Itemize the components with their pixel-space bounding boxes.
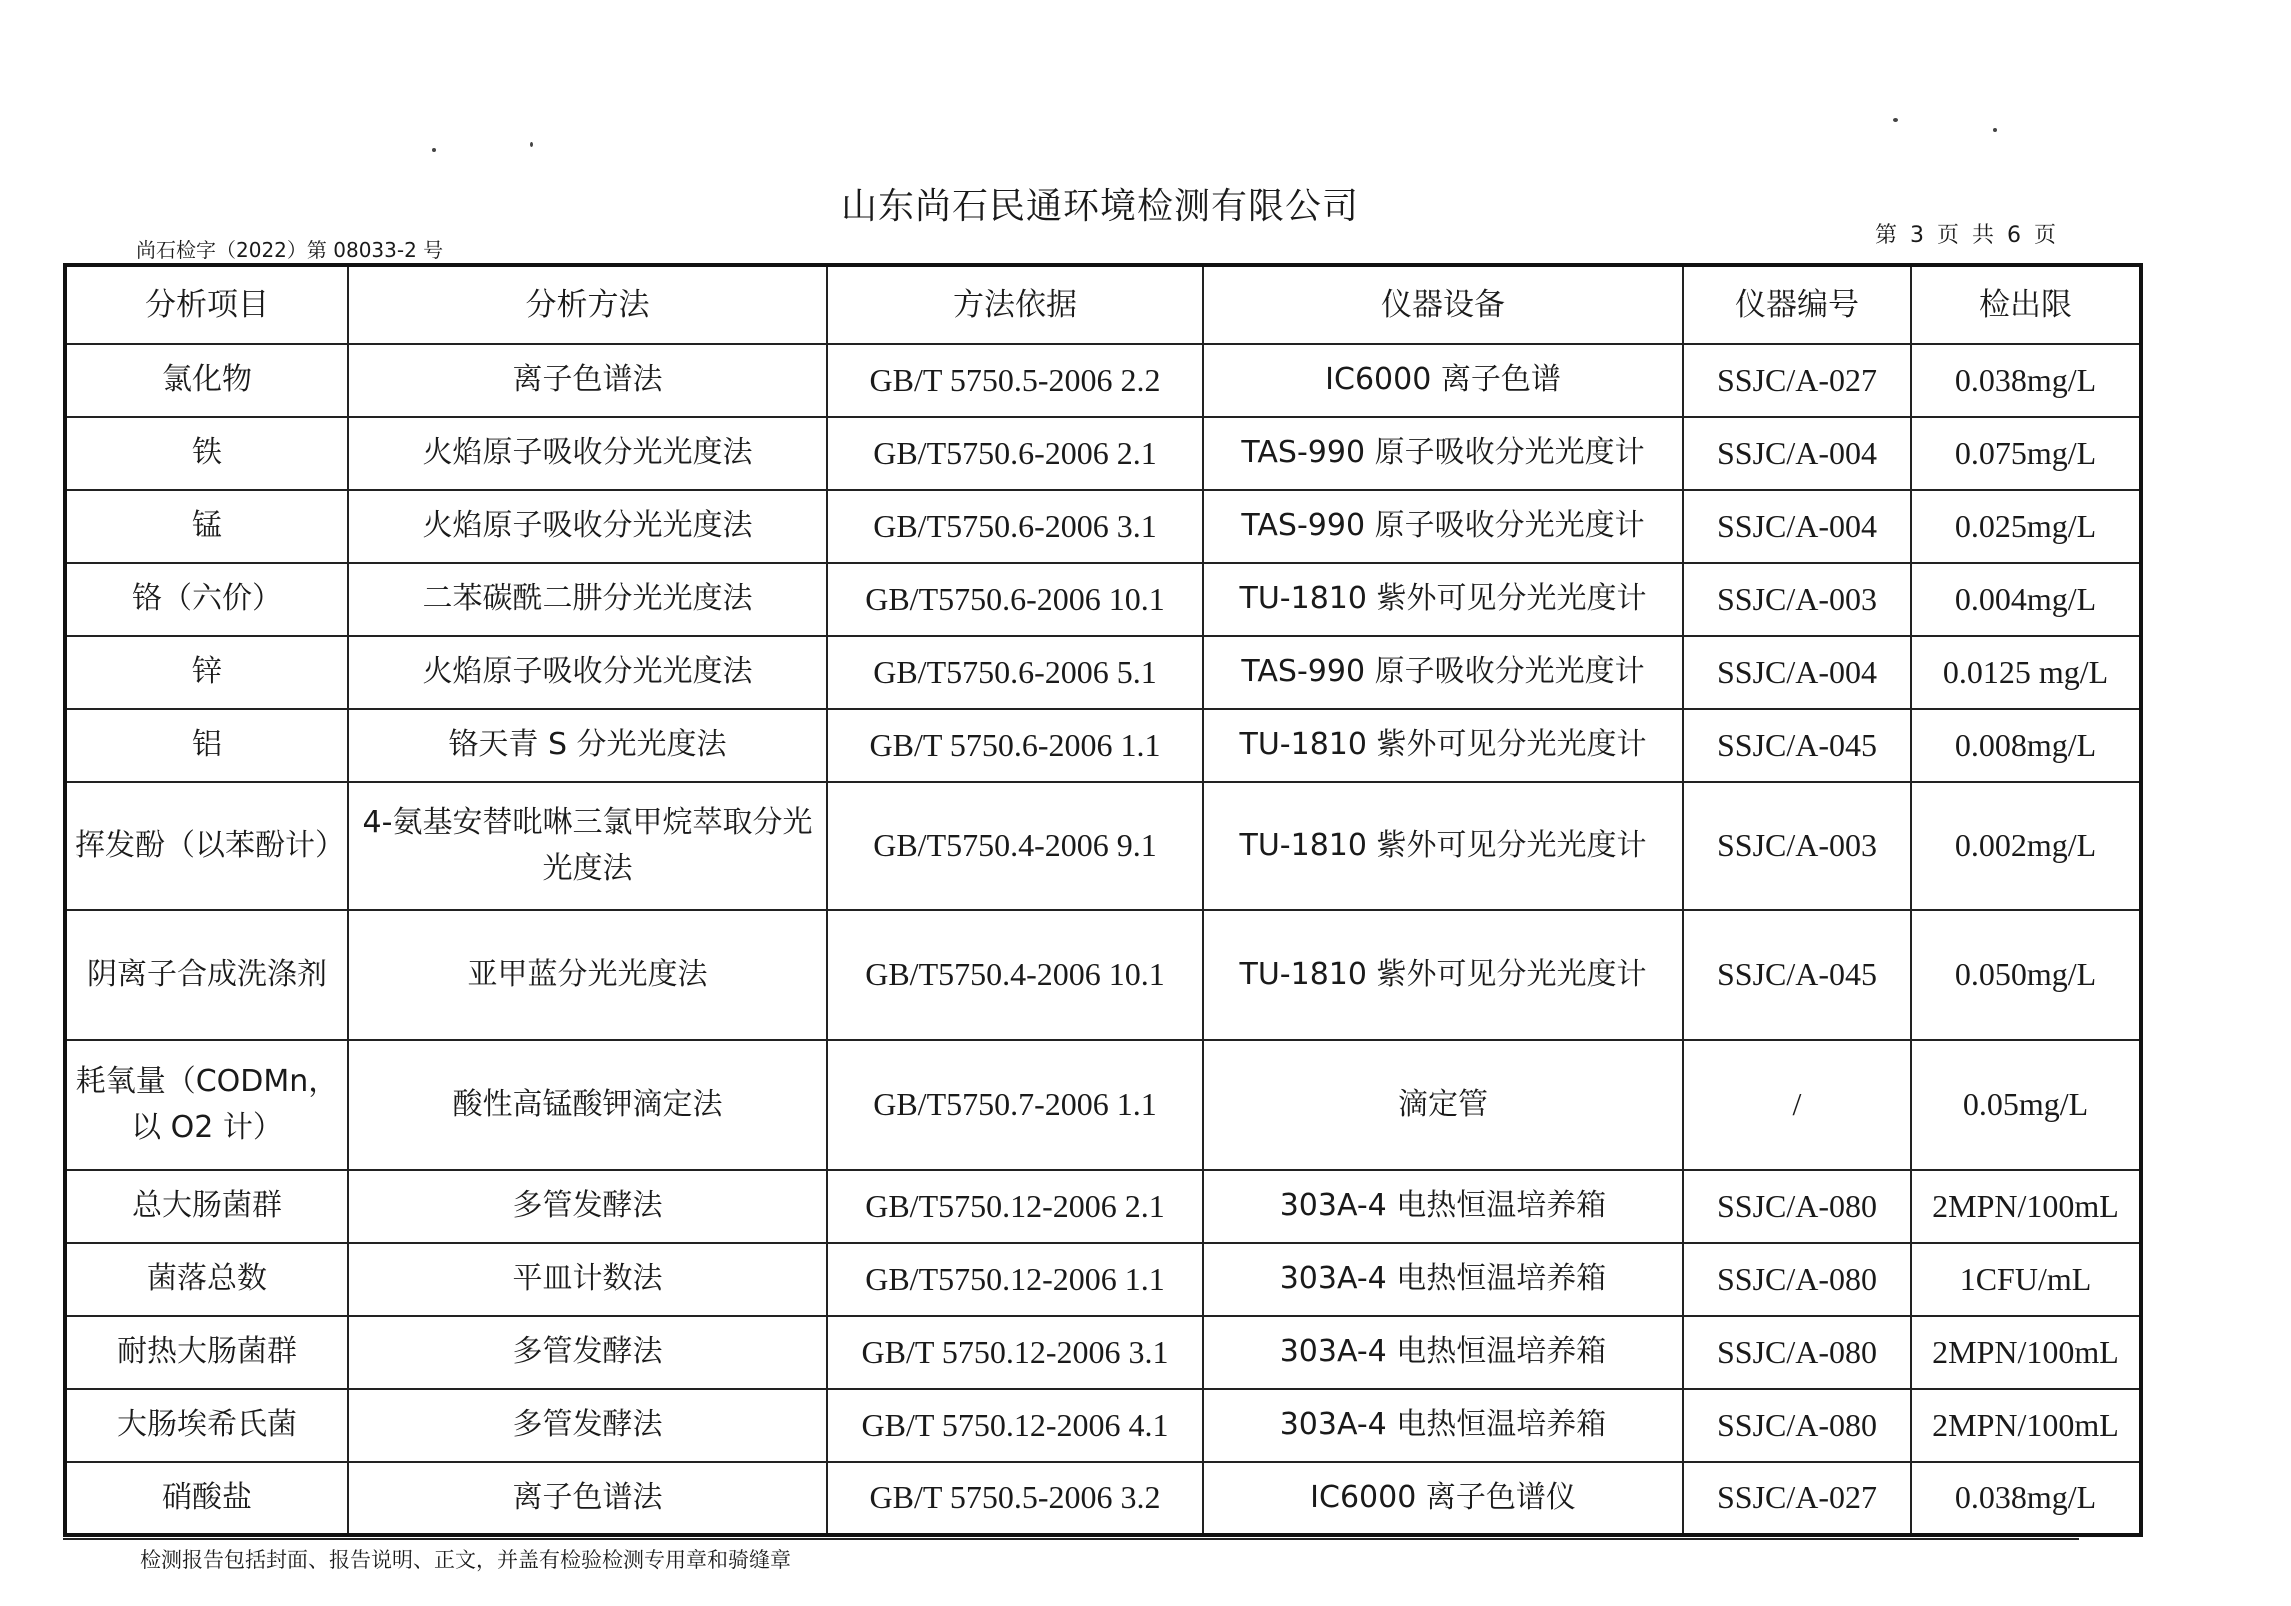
instrument-cell: 303A-4 电热恒温培养箱	[1203, 1243, 1683, 1316]
instrument-cell: IC6000 离子色谱仪	[1203, 1462, 1683, 1535]
table-row	[65, 910, 2141, 1040]
method-cell: 4-氨基安替吡啉三氯甲烷萃取分光光度法	[348, 782, 827, 910]
method-cell: 酸性高锰酸钾滴定法	[348, 1040, 827, 1170]
standard-cell: GB/T5750.6-2006 3.1	[827, 490, 1203, 563]
column-header: 分析方法	[348, 265, 827, 344]
table-row	[65, 344, 2141, 417]
instrument-code-cell: /	[1683, 1040, 1911, 1170]
method-cell: 平皿计数法	[348, 1243, 827, 1316]
instrument-code-cell: SSJC/A-004	[1683, 636, 1911, 709]
standard-cell: GB/T5750.12-2006 2.1	[827, 1170, 1203, 1243]
item-cell: 菌落总数	[65, 1243, 348, 1316]
instrument-cell: TU-1810 紫外可见分光光度计	[1203, 910, 1683, 1040]
column-header: 分析项目	[65, 265, 348, 344]
instrument-code-cell: SSJC/A-080	[1683, 1389, 1911, 1462]
column-header: 仪器设备	[1203, 265, 1683, 344]
item-cell: 氯化物	[65, 344, 348, 417]
instrument-code-cell: SSJC/A-003	[1683, 782, 1911, 910]
scan-speck	[1993, 128, 1997, 132]
bottom-rule	[63, 1538, 2079, 1540]
scan-speck	[432, 148, 436, 152]
method-cell: 离子色谱法	[348, 1462, 827, 1535]
table-row	[65, 1389, 2141, 1462]
detection-limit-cell: 0.004mg/L	[1911, 563, 2141, 636]
detection-limit-cell: 2MPN/100mL	[1911, 1389, 2141, 1462]
item-cell: 铬（六价）	[65, 563, 348, 636]
item-cell: 挥发酚（以苯酚计）	[65, 782, 348, 910]
instrument-code-cell: SSJC/A-045	[1683, 910, 1911, 1040]
method-cell: 亚甲蓝分光光度法	[348, 910, 827, 1040]
detection-limit-cell: 0.038mg/L	[1911, 1462, 2141, 1535]
item-cell: 总大肠菌群	[65, 1170, 348, 1243]
instrument-code-cell: SSJC/A-004	[1683, 490, 1911, 563]
detection-limit-cell: 1CFU/mL	[1911, 1243, 2141, 1316]
analysis-methods-table	[63, 263, 2143, 1537]
report-number: 尚石检字（2022）第 08033-2 号	[136, 238, 444, 262]
method-cell: 多管发酵法	[348, 1389, 827, 1462]
detection-limit-cell: 0.050mg/L	[1911, 910, 2141, 1040]
method-cell: 火焰原子吸收分光光度法	[348, 490, 827, 563]
instrument-code-cell: SSJC/A-080	[1683, 1316, 1911, 1389]
item-cell: 锌	[65, 636, 348, 709]
detection-limit-cell: 0.002mg/L	[1911, 782, 2141, 910]
instrument-cell: TU-1810 紫外可见分光光度计	[1203, 563, 1683, 636]
method-cell: 火焰原子吸收分光光度法	[348, 636, 827, 709]
column-header: 检出限	[1911, 265, 2141, 344]
standard-cell: GB/T 5750.12-2006 4.1	[827, 1389, 1203, 1462]
table-row	[65, 1462, 2141, 1535]
instrument-cell: 303A-4 电热恒温培养箱	[1203, 1316, 1683, 1389]
item-cell: 大肠埃希氏菌	[65, 1389, 348, 1462]
standard-cell: GB/T5750.6-2006 2.1	[827, 417, 1203, 490]
instrument-cell: 303A-4 电热恒温培养箱	[1203, 1389, 1683, 1462]
instrument-cell: 滴定管	[1203, 1040, 1683, 1170]
item-cell: 阴离子合成洗涤剂	[65, 910, 348, 1040]
table-row	[65, 1243, 2141, 1316]
instrument-cell: TU-1810 紫外可见分光光度计	[1203, 782, 1683, 910]
standard-cell: GB/T5750.6-2006 10.1	[827, 563, 1203, 636]
instrument-code-cell: SSJC/A-003	[1683, 563, 1911, 636]
standard-cell: GB/T5750.4-2006 9.1	[827, 782, 1203, 910]
item-cell: 锰	[65, 490, 348, 563]
method-cell: 多管发酵法	[348, 1170, 827, 1243]
item-cell: 耐热大肠菌群	[65, 1316, 348, 1389]
instrument-code-cell: SSJC/A-080	[1683, 1243, 1911, 1316]
table-row	[65, 563, 2141, 636]
instrument-cell: IC6000 离子色谱	[1203, 344, 1683, 417]
table-row	[65, 636, 2141, 709]
instrument-cell: TAS-990 原子吸收分光光度计	[1203, 636, 1683, 709]
standard-cell: GB/T5750.7-2006 1.1	[827, 1040, 1203, 1170]
detection-limit-cell: 0.025mg/L	[1911, 490, 2141, 563]
standard-cell: GB/T 5750.6-2006 1.1	[827, 709, 1203, 782]
table-row	[65, 1316, 2141, 1389]
table-row	[65, 709, 2141, 782]
scan-speck	[1893, 118, 1898, 122]
detection-limit-cell: 2MPN/100mL	[1911, 1316, 2141, 1389]
table-row	[65, 417, 2141, 490]
page-number: 第 3 页 共 6 页	[1875, 223, 2056, 248]
detection-limit-cell: 0.05mg/L	[1911, 1040, 2141, 1170]
instrument-code-cell: SSJC/A-045	[1683, 709, 1911, 782]
standard-cell: GB/T 5750.12-2006 3.1	[827, 1316, 1203, 1389]
method-cell: 多管发酵法	[348, 1316, 827, 1389]
footer-note: 检测报告包括封面、报告说明、正文，并盖有检验检测专用章和骑缝章	[140, 1548, 791, 1572]
instrument-code-cell: SSJC/A-080	[1683, 1170, 1911, 1243]
item-cell: 铝	[65, 709, 348, 782]
detection-limit-cell: 2MPN/100mL	[1911, 1170, 2141, 1243]
instrument-cell: TAS-990 原子吸收分光光度计	[1203, 490, 1683, 563]
column-header: 方法依据	[827, 265, 1203, 344]
instrument-cell: 303A-4 电热恒温培养箱	[1203, 1170, 1683, 1243]
instrument-cell: TAS-990 原子吸收分光光度计	[1203, 417, 1683, 490]
detection-limit-cell: 0.075mg/L	[1911, 417, 2141, 490]
method-cell: 铬天青 S 分光光度法	[348, 709, 827, 782]
item-cell: 耗氧量（CODMn，以 O2 计）	[65, 1040, 348, 1170]
instrument-cell: TU-1810 紫外可见分光光度计	[1203, 709, 1683, 782]
detection-limit-cell: 0.038mg/L	[1911, 344, 2141, 417]
detection-limit-cell: 0.008mg/L	[1911, 709, 2141, 782]
instrument-code-cell: SSJC/A-027	[1683, 1462, 1911, 1535]
instrument-code-cell: SSJC/A-004	[1683, 417, 1911, 490]
table-header-row	[65, 265, 2141, 344]
standard-cell: GB/T5750.6-2006 5.1	[827, 636, 1203, 709]
standard-cell: GB/T 5750.5-2006 3.2	[827, 1462, 1203, 1535]
column-header: 仪器编号	[1683, 265, 1911, 344]
scan-speck	[530, 142, 533, 147]
item-cell: 铁	[65, 417, 348, 490]
standard-cell: GB/T5750.4-2006 10.1	[827, 910, 1203, 1040]
table-row	[65, 1040, 2141, 1170]
detection-limit-cell: 0.0125 mg/L	[1911, 636, 2141, 709]
instrument-code-cell: SSJC/A-027	[1683, 344, 1911, 417]
standard-cell: GB/T5750.12-2006 1.1	[827, 1243, 1203, 1316]
standard-cell: GB/T 5750.5-2006 2.2	[827, 344, 1203, 417]
table-row	[65, 490, 2141, 563]
method-cell: 离子色谱法	[348, 344, 827, 417]
company-title: 山东尚石民通环境检测有限公司	[840, 186, 1359, 227]
item-cell: 硝酸盐	[65, 1462, 348, 1535]
table-row	[65, 1170, 2141, 1243]
table-row	[65, 782, 2141, 910]
method-cell: 火焰原子吸收分光光度法	[348, 417, 827, 490]
method-cell: 二苯碳酰二肼分光光度法	[348, 563, 827, 636]
